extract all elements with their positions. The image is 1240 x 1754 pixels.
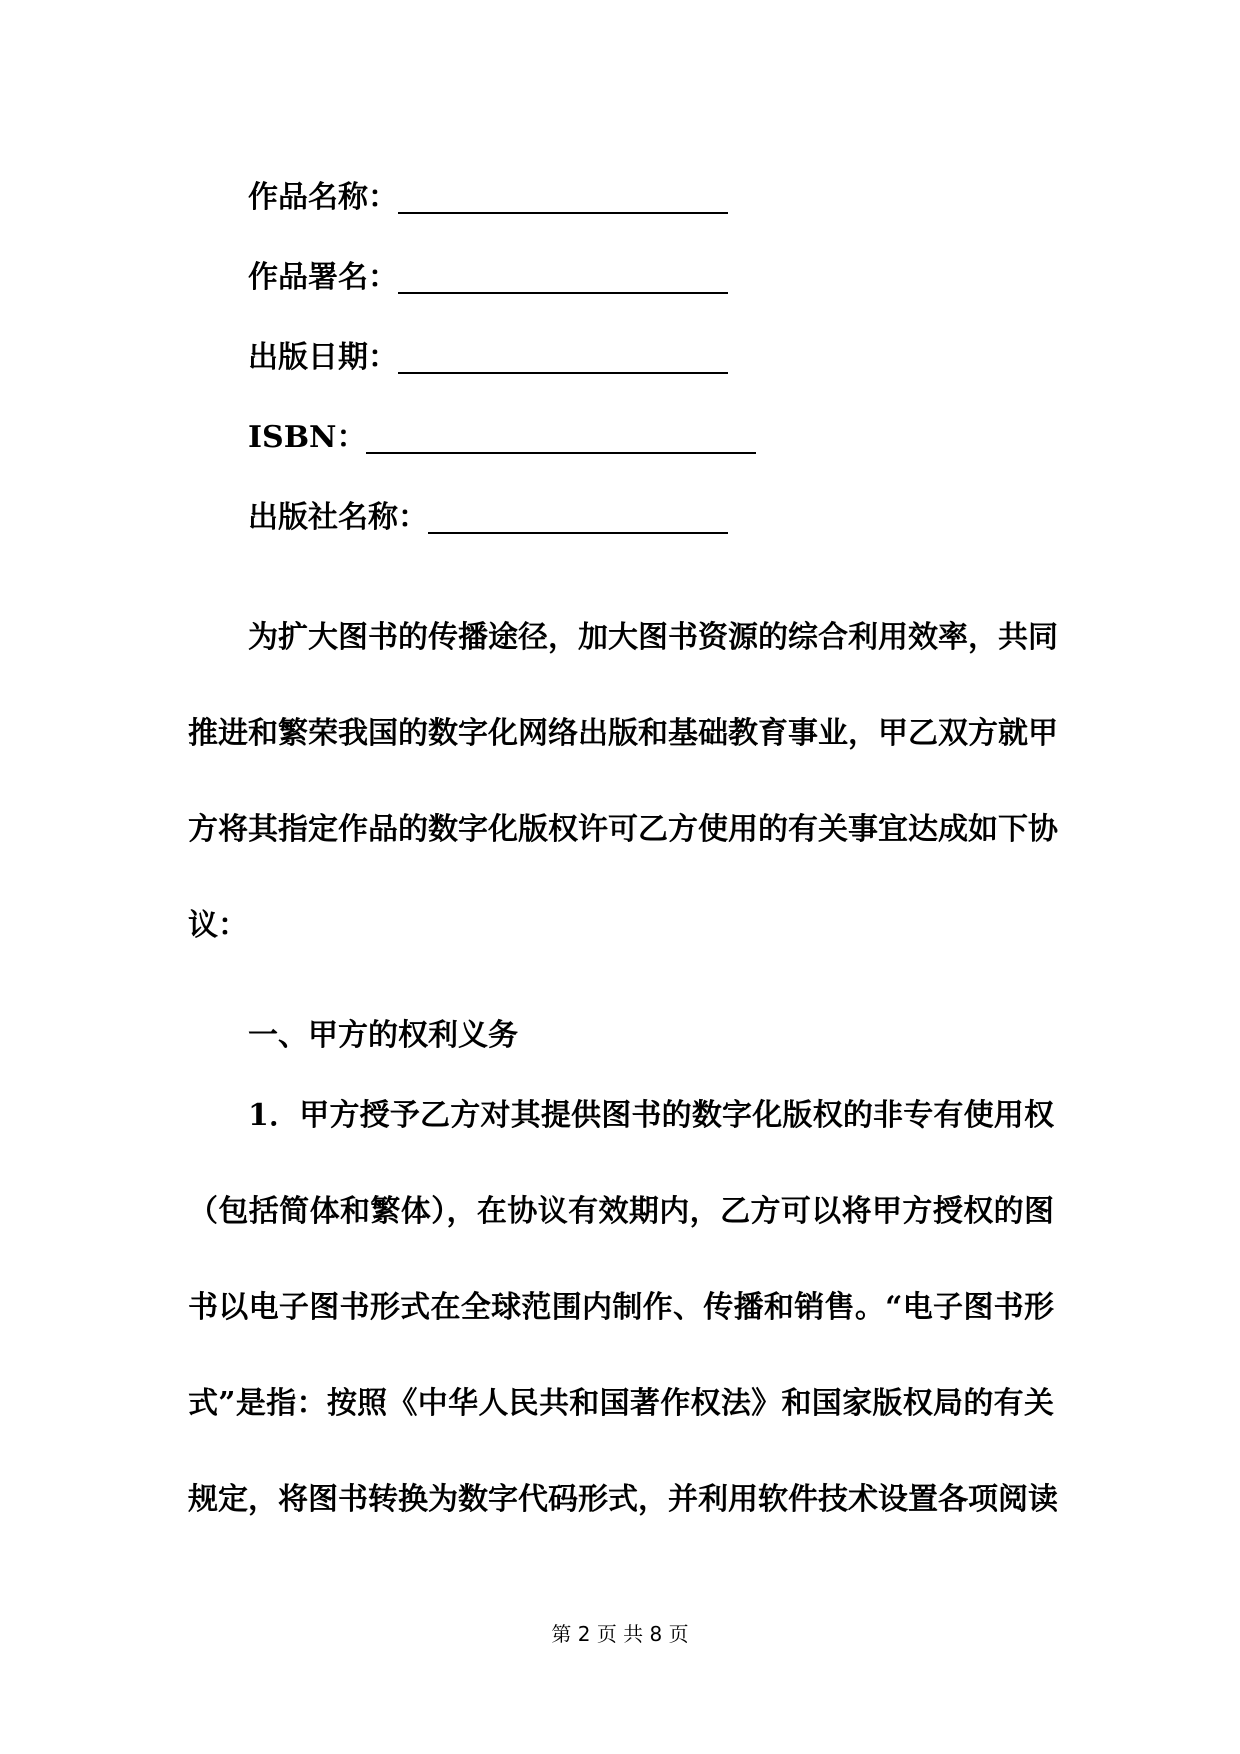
field-label: 作品名称： [248, 180, 398, 215]
fill-in-line[interactable] [398, 182, 728, 214]
page-number-footer: 第 2 页 共 8 页 [551, 1622, 689, 1646]
clause-line-5: 规定，将图书转换为数字代码形式，并利用软件技术设置各项阅读 [188, 1482, 1058, 1517]
fill-in-line[interactable] [428, 502, 728, 534]
clause-line-3: 书以电子图书形式在全球范围内制作、传播和销售。“电子图书形 [188, 1290, 1054, 1325]
field-work-title [248, 178, 728, 218]
field-label: 出版社名称： [248, 500, 428, 535]
field-isbn [248, 418, 756, 458]
fill-in-line[interactable] [398, 262, 728, 294]
clause-line-1: 1．甲方授予乙方对其提供图书的数字化版权的非专有使用权 [248, 1098, 1054, 1133]
intro-line-4: 议： [188, 908, 248, 943]
section-heading: 一、甲方的权利义务 [248, 1018, 518, 1053]
field-publish-date [248, 338, 728, 378]
field-publisher-name [248, 498, 728, 538]
clause-line-2: （包括简体和繁体），在协议有效期内，乙方可以将甲方授权的图 [188, 1194, 1054, 1229]
intro-line-3: 方将其指定作品的数字化版权许可乙方使用的有关事宜达成如下协 [188, 812, 1058, 847]
field-work-signature [248, 258, 728, 298]
field-label: 出版日期： [248, 340, 398, 375]
field-label: ISBN： [248, 420, 367, 455]
intro-line-1: 为扩大图书的传播途径，加大图书资源的综合利用效率，共同 [248, 620, 1058, 655]
clause-line-4: 式”是指：按照《中华人民共和国著作权法》和国家版权局的有关 [188, 1386, 1054, 1421]
intro-line-2: 推进和繁荣我国的数字化网络出版和基础教育事业，甲乙双方就甲 [188, 716, 1058, 751]
fill-in-line[interactable] [366, 422, 756, 454]
fill-in-line[interactable] [398, 342, 728, 374]
field-label: 作品署名： [248, 260, 398, 295]
